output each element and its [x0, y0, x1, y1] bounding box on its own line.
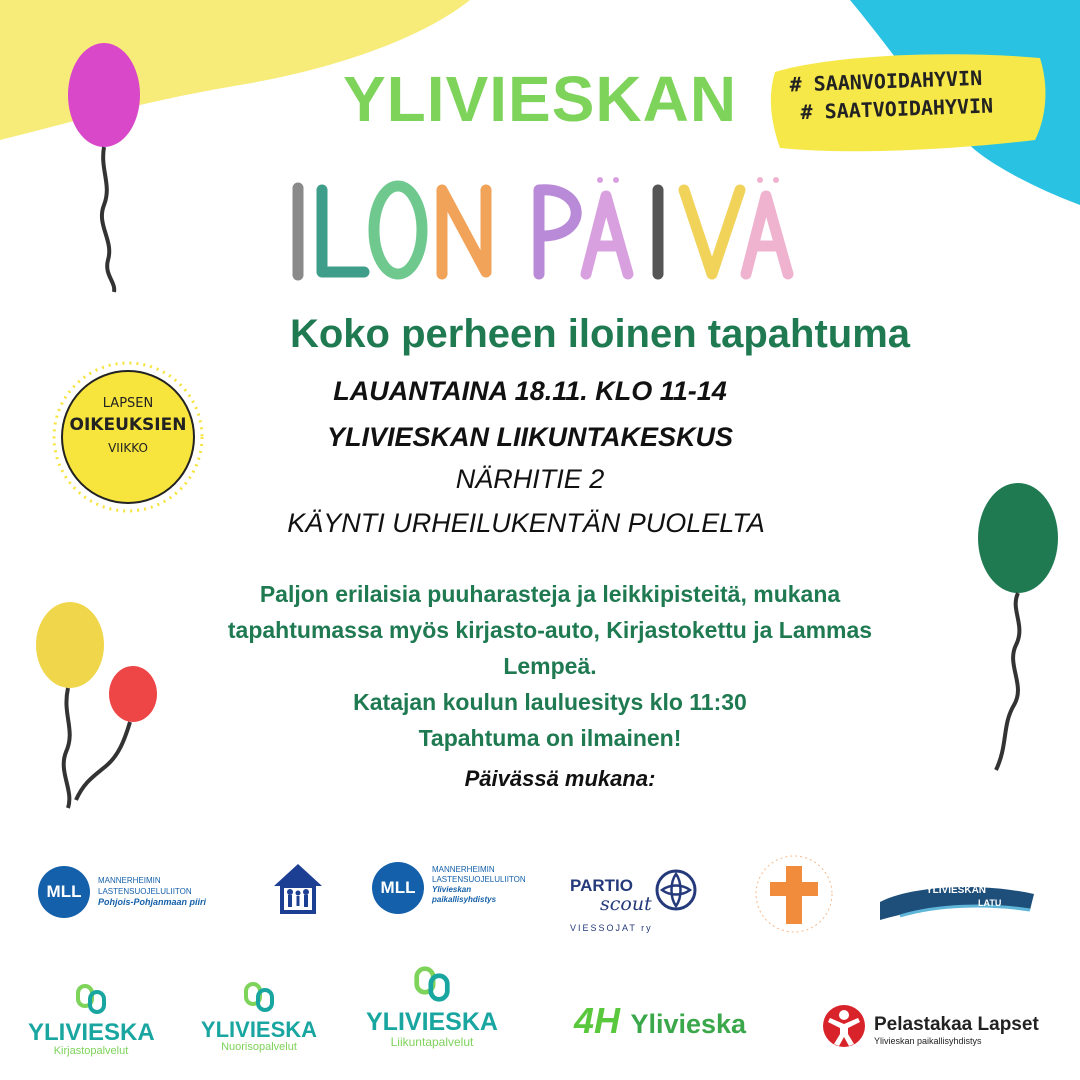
mll1-l3: Pohjois-Pohjanmaan piiri	[98, 897, 207, 907]
subtitle: Koko perheen iloinen tapahtuma	[289, 312, 911, 356]
event-date: LAUANTAINA 18.11. KLO 11-14	[333, 376, 727, 406]
ylivieska-chain-icon	[242, 980, 276, 1014]
mll2-l1: MANNERHEIMIN	[432, 865, 495, 874]
partio-lily-icon	[654, 868, 698, 912]
logo-latu	[880, 880, 1036, 924]
letter-A2	[746, 196, 788, 274]
partners-heading: Päivässä mukana:	[464, 766, 656, 791]
ylivieska-chain-icon	[74, 982, 108, 1016]
mll-circle-icon: MLL	[38, 866, 90, 918]
mll1-l1: MANNERHEIMIN	[98, 876, 161, 885]
logo-mll-piiri	[38, 866, 238, 918]
mll2-l3: Ylivieskan	[432, 885, 472, 894]
logo-4h	[574, 1000, 774, 1040]
pelastakaa-name: Pelastakaa Lapset	[874, 1014, 1039, 1035]
house-family-icon	[270, 860, 326, 918]
letter-L	[322, 190, 364, 272]
letter-A1-dot1	[597, 177, 603, 183]
balloon-pink-string	[102, 147, 114, 292]
latu-l1: YLIVIESKAN	[926, 885, 987, 896]
logo-liikuntapalvelut	[366, 964, 498, 1049]
hashtag-1: # SAANVOIDAHYVIN	[789, 65, 983, 97]
logo-partio	[566, 866, 706, 936]
hashtags	[789, 61, 1051, 126]
desc-line1: Paljon erilaisia puuharasteja ja leikkipisteitä, mukana	[259, 581, 841, 607]
partio-l1: PARTIO	[570, 876, 633, 895]
partio-l3: VIESSOJAT ry	[570, 923, 653, 933]
4h-mark: 4H	[574, 1000, 621, 1041]
balloon-yellow	[36, 602, 104, 688]
event-entrance: KÄYNTI URHEILUKENTÄN PUOLELTA	[287, 508, 765, 538]
desc-line4: Katajan koulun lauluesitys klo 11:30	[353, 689, 747, 715]
event-venue: YLIVIESKAN LIIKUNTAKESKUS	[326, 422, 734, 452]
badge-line2: OIKEUKSIEN	[69, 415, 187, 435]
kirjasto-unit: Kirjastopalvelut	[53, 1045, 129, 1057]
liikunta-name: YLIVIESKA	[366, 1008, 498, 1036]
4h-name: Ylivieska	[630, 1009, 747, 1039]
desc-line5: Tapahtuma on ilmainen!	[418, 725, 682, 751]
desc-line2: tapahtumassa myös kirjasto-auto, Kirjastokettu ja Lammas	[227, 617, 873, 643]
ilon-paiva-title	[298, 177, 788, 275]
seurakunta-cross-icon	[752, 852, 836, 936]
badge-line1: LAPSEN	[102, 396, 154, 411]
nuoriso-unit: Nuorisopalvelut	[221, 1041, 297, 1053]
logo-nuorisopalvelut	[200, 980, 318, 1053]
letter-A1-dot2	[613, 177, 619, 183]
letter-A1	[586, 196, 628, 274]
liikunta-unit: Liikuntapalvelut	[390, 1035, 474, 1049]
desc-line3: Lempeä.	[503, 653, 597, 679]
pelastakaa-child-icon	[822, 1004, 866, 1048]
badge-line3: VIIKKO	[108, 441, 148, 455]
logo-mll-ylivieska	[372, 862, 572, 914]
mll2-l4: paikallisyhdistys	[432, 895, 497, 904]
latu-l2: LATU	[978, 898, 1002, 908]
mll2-l2: LASTENSUOJELULIITON	[432, 875, 526, 884]
letter-A2-dot2	[773, 177, 779, 183]
mll-circle-icon-2: MLL	[372, 862, 424, 914]
letter-N	[442, 190, 486, 274]
logo-kirjastopalvelut	[28, 982, 154, 1057]
town-title: YLIVIESKAN	[342, 63, 738, 135]
balloon-red	[109, 666, 157, 722]
nuoriso-name: YLIVIESKA	[200, 1017, 318, 1042]
event-address: NÄRHITIE 2	[455, 464, 605, 494]
balloon-green-string	[996, 593, 1019, 770]
logo-pelastakaa-lapset	[822, 1004, 1062, 1050]
letter-O	[374, 186, 422, 274]
letter-V	[684, 190, 740, 274]
letter-A2-dot1	[757, 177, 763, 183]
event-description	[160, 576, 940, 756]
kirjasto-name: YLIVIESKA	[28, 1019, 155, 1046]
mll1-l2: LASTENSUOJELULIITON	[98, 887, 192, 896]
partio-l2: scout	[600, 893, 652, 915]
pelastakaa-sub: Ylivieskan paikallisyhdistys	[874, 1036, 982, 1046]
hashtag-2: # SAATVOIDAHYVIN	[800, 93, 994, 125]
ylivieska-chain-icon	[412, 964, 452, 1004]
letter-P	[539, 190, 576, 274]
